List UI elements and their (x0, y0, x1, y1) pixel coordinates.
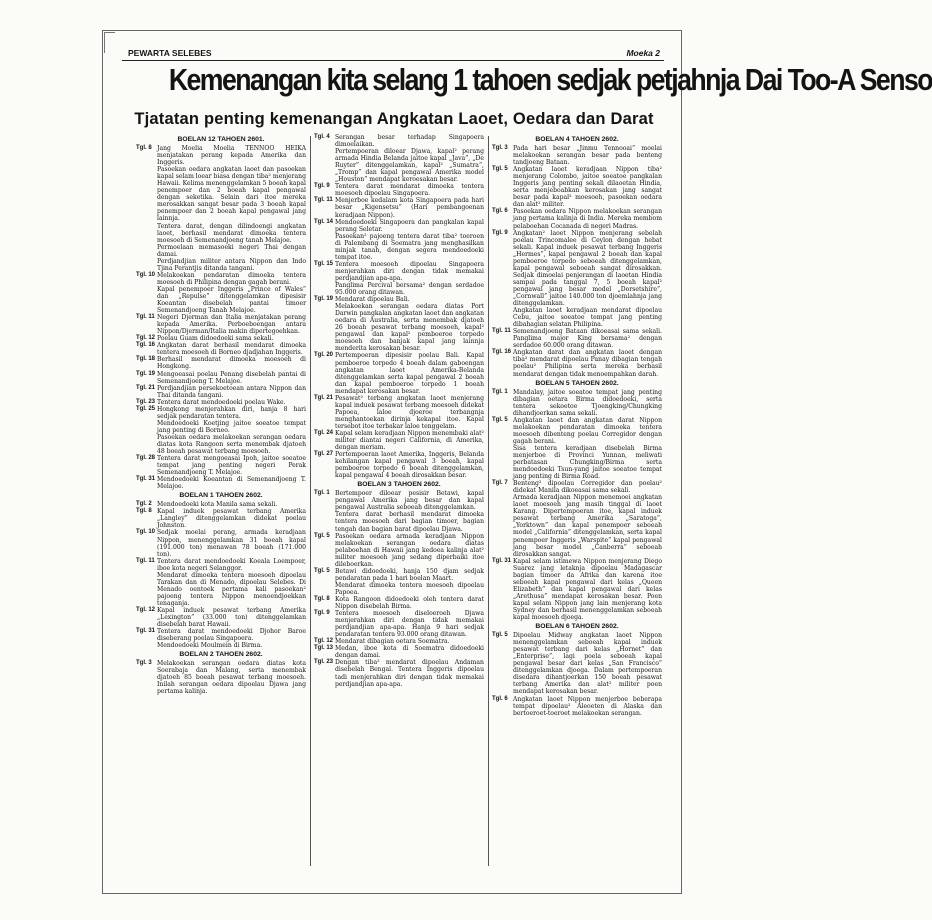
chronology-entry (136, 476, 306, 490)
entry-text: Mendoedoeki Moulmein di Birma. (157, 642, 263, 650)
entry-text: Tentera darat berhasil mendarat dimoeka tentera moesoeh dari bagian timoer, bagian tengah dan bagian barat dipoelau Djawa. (335, 511, 484, 533)
chronology-entry (492, 166, 662, 208)
entry-date: Tgl. 11 (136, 557, 155, 564)
entry-text: Medan, iboe kota di Soematra didoedoeki dengan damai. (335, 645, 484, 660)
entry-text: Tentera moesoeh diseloeroeh Djawa menjerahkan diri dengan tidak memakai perdjandjian apa-apa. Hanja 9 hari sedjak pendaratan tentera 93.000 orang ditawan. (335, 610, 484, 639)
entry-text: Semenandjoeng Bataan dikoeasai sama sekali. Panglima major King bersama² dengan serdadoe 60.000 orang ditawan. (513, 328, 662, 350)
entry-date: Tgl. 9 (492, 229, 508, 236)
entry-date: Tgl. 6 (492, 695, 508, 702)
entry-text: Perdjandjian persekoetoean antara Nippon dan Thai ditanda tangani. (157, 384, 306, 399)
entry-date: Tgl. 5 (314, 532, 330, 539)
entry-text: Mendoedoeki Koeantan di Semenandjoeng T. Melajoe. (157, 476, 306, 491)
entry-text: Kapal selam istimewa Nippon menjerang Diego Suarez jang letaknja dipoelau Madagascar bagian timoer da Afrika dan karena itoe seboeah kapal pengawal dari kelas „Queen Elizabeth” dan kapal pengawal dari kelas „Arethusa” mendapat kerosakan besar. Poen kapal selam Nippon jang lain menjerang kota Sydney dan berhasil menenggelamkan seboeah kapal moesoeh djoega. (513, 557, 662, 622)
section-heading: BOELAN 5 TAHOEN 2602. (535, 379, 619, 387)
chronology-entry (492, 494, 662, 557)
entry-text: Kapal induek pesawat terbang Amerika „Lexington” (33.000 ton) ditenggelamkan disebelah barat Hawaii. (157, 607, 306, 629)
section-heading: BOELAN 4 TAHOEN 2602. (535, 136, 619, 143)
entry-date: Tgl. 31 (136, 628, 156, 635)
chronology-entry (136, 244, 306, 258)
entry-text: Kapal selam keradjaan Nippon menembaki alat² militer diantai negeri California, di Amerika, dengan meriam. (335, 429, 484, 452)
entry-date: Tgl. 12 (136, 335, 156, 342)
chronology-entry (314, 430, 484, 451)
entry-text: Mengoeasai poelau Penang disebelah pantai di Semenandjoeng T. Melajoe. (157, 370, 306, 385)
entry-date: Tgl. 9 (314, 610, 330, 617)
entry-date: Tgl. 15 (314, 260, 334, 267)
chronology-entry (314, 610, 484, 638)
entry-text: Kapal penempoer Inggeris „Prince of Wales” dan „Repulse” ditenggelamkan dipesisir Koeantan disebelah pantai timoer Semenandjoeng Tanah Melajoe. (157, 285, 306, 315)
entry-text: Dengan tiba² mendarat dipoelau Andaman disebelah Bengal. Tentera Inggeris dipoelau tadi menjerahkan diri dengan tidak memakai perdjandjian apa-apa. (335, 659, 484, 688)
entry-text: Pertempoeran laoet Amerika, Inggeris, Belanda kehilangan kapal pengawal 3 boeah, kapal pemboeroe torpedo 6 boeah ditenggelamkan, kapal pengawal 4 boeah dirosakkan besar. (335, 451, 484, 480)
entry-text: Angkatan laoet Nippon menjerboe beberapa tempat dipoelau² Aleoeten di Alaska dan bertoeroet-toeroet melakoekan serangan. (513, 695, 662, 717)
entry-text: Melakoekan pendaratan dimoeka tentera moesoeh di Philipina dengan gagah berani. (157, 271, 306, 286)
entry-text: Mendarat dimoeka tentera moesoeh dipoelau Papoea. (335, 581, 484, 596)
section-heading: BOELAN 3 TAHOEN 2602. (357, 481, 441, 489)
entry-date: Tgl. 27 (314, 451, 334, 458)
entry-text: Melakoekan serangan oedara diatas kota Soerabaja dan Malang, serta menembak djatoeh 85 boeah pesawat terbang moesoeh. Inilah serangan oedara dipoelau Djawa jang pertama kalinja. (157, 660, 306, 696)
chronology-entry (136, 356, 306, 370)
column-2 (314, 134, 484, 872)
entry-text: Menjerboe kedalam kota Singapoera pada hari besar „Kigensetsu” (Hari pembangoenan keradjaan Nippon). (335, 197, 484, 219)
entry-text: Angkatan darat dan angkatan laoet dengan tiba² mendarat dipoelau Panay dibagian tengah poelau² Philipina serta mereka berhasil mendarat dengan tidak menoempahkan darah. (513, 349, 662, 378)
running-header (122, 46, 664, 61)
chronology-entry (492, 445, 662, 480)
entry-text: Melakoekan serangan oedara diatas Port Darwin pangkalan angkatan laoet dan angkatan oedara di Australia, serta menembak djatoeh 26 boeah pesawat terbang moesoeh, kapal² pengawal dan kapal² pemboeroe torpedo moesoeh dan banjak kapal jang lainnja menderita kerosakan besar. (335, 303, 484, 353)
entry-text: Pasoekan oedara Nippon melakoekan serangan jang pertama kalinja di India. Mereka membom pelaboehan Cocanada di negeri Madras. (513, 208, 662, 230)
paper-name: PEWARTA SELEBES (128, 48, 212, 58)
entry-date: Tgl. 5 (492, 632, 508, 639)
chronology-entry (492, 632, 662, 695)
chronology-entry (136, 529, 306, 557)
chronology-entry (492, 230, 662, 308)
headline: Kemenangan kita selang 1 tahoen sedjak petjahnja Dai Too-A Senso (168, 62, 932, 97)
entry-text: Tentera darat, dengan dilindoengi angkatan laoet, berhasil mendarat dimoeka tentera moesoeh di Semenandjoeng tanah Melajoe. (157, 222, 306, 244)
chronology-entry (314, 451, 484, 479)
entry-text: Angkatan darat berhasil mendarat dimoeka tentera moesoeh di Borneo djadjahan Inggeris. (157, 342, 306, 357)
entry-date: Tgl. 24 (314, 429, 334, 436)
entry-text: Pertempoeran diloear Djawa, kapal² perang armada Hindia Belanda jaitoe kapal „Java”, „De Ruyter” ditenggelamkan, kapal² „Sumatra”, „Tromp” dan kapal pengawal Amerika model „Houston” mendapat keroesakan besar. (335, 148, 484, 184)
newspaper-page (112, 44, 932, 880)
chronology-entry (136, 314, 306, 335)
chronology-entry (136, 342, 306, 356)
subheadline: Tjatatan penting kemenangan Angkatan Laoet, Oedara dan Darat (134, 110, 654, 128)
chronology-entry (314, 659, 484, 687)
column-rule (488, 136, 489, 866)
entry-text: Perdjandjian militer antara Nippon dan Indo Tjina Perantjis ditanda tangani. (157, 257, 306, 272)
entry-text: Mendarat dimoeka tentera moesoeh dipoelau Tarakan dan di Menado, dipoelau Selebes. Di Menado oentoek pertama kali pasoekan² pajoeng tentera Nippon menoendjoekkan tenaganja. (157, 571, 306, 607)
chronology-entry (136, 642, 306, 649)
entry-date: Tgl. 16 (492, 349, 512, 356)
entry-date: Tgl. 5 (492, 416, 508, 423)
entry-text: Mendoedoeki kota Manila sama sekali. (157, 501, 278, 509)
chronology-entry (314, 296, 484, 303)
chronology-entry (136, 420, 306, 434)
chronology-entry (314, 582, 484, 596)
entry-date: Tgl. 1 (492, 388, 508, 395)
chronology-entry (136, 223, 306, 244)
entry-text: Tentera moesoeh dipoelau Singapoera menjerahkan diri dengan tidak memakai perdjandjian apa-apa. (335, 260, 484, 282)
chronology-entry (136, 166, 306, 222)
chronology-entry (136, 258, 306, 272)
chronology-entry (136, 399, 306, 406)
entry-date: Tgl. 7 (492, 480, 508, 487)
entry-date: Tgl. 1 (314, 490, 330, 497)
entry-text: Pasoekan oedara armada keradjaan Nippon melakoekan serangan oedara diatas pelaboehan di Hawaii jang kedoea kalinja alat² militer moesoeh jang sedang diperbaiki itoe dileboerkan. (335, 532, 484, 568)
entry-text: Panglima Percival bersama² dengan serdadoe 95.000 orang ditawan. (335, 281, 484, 297)
entry-date: Tgl. 10 (136, 529, 156, 536)
entry-text: Angkatan laoet keradjaan mendarat dipoelau Cebu, jaitoe soeatoe tempat jang penting dibahagian selatan Philipina. (513, 307, 662, 329)
chronology-entry (136, 508, 306, 529)
entry-text: Mendarat dibagian oetara Soematra. (335, 638, 450, 646)
entry-date: Tgl. 11 (492, 328, 511, 335)
chronology-entry (314, 638, 484, 645)
section-heading: BOELAN 6 TAHOEN 2602. (535, 623, 619, 631)
entry-text: Tentera darat mendoedoeki poelau Wake. (157, 398, 286, 406)
entry-date: Tgl. 3 (492, 145, 508, 151)
chronology-entry (492, 208, 662, 229)
chronology-entry (492, 349, 662, 377)
chronology-entry (136, 628, 306, 642)
entry-date: Tgl. 19 (136, 370, 156, 377)
chronology-entry (136, 272, 306, 286)
chronology-entry (136, 434, 306, 455)
entry-date: Tgl. 8 (136, 508, 152, 515)
chronology-entry (314, 395, 484, 430)
entry-date: Tgl. 14 (314, 218, 334, 225)
chronology-entry (314, 511, 484, 532)
chronology-entry (136, 286, 306, 314)
entry-text: Pasoekan² pajoeng tentera darat tiba² toeroen di Palembang di Soematra jang menghasilkan minjak tanah, dengan segera mendoedoeki tempat itoe. (335, 232, 484, 261)
entry-text: Jang Moelia Moelia TENNOO HEIKA menjatakan perang kepada Amerika dan Inggeris. (157, 145, 306, 167)
chronology-entry (492, 417, 662, 445)
entry-date: Tgl. 21 (314, 394, 334, 401)
entry-date: Tgl. 28 (136, 455, 156, 462)
chronology-entry (314, 261, 484, 282)
chronology-entry (314, 183, 484, 197)
chronology-entry (136, 335, 306, 342)
column-1 (136, 134, 306, 872)
entry-date: Tgl. 5 (314, 567, 330, 574)
entry-text: Serangan besar terhadap Singapoera dimoelaikan. (335, 134, 484, 149)
entry-date: Tgl. 23 (314, 659, 334, 666)
entry-date: Tgl. 31 (136, 476, 156, 483)
entry-date: Tgl. 18 (136, 356, 156, 363)
entry-text: Mendarat dipoelau Bali. (335, 296, 410, 304)
entry-date: Tgl. 9 (314, 183, 330, 190)
chronology-entry (492, 328, 662, 349)
entry-text: Negeri Djerman dan Italia menjatakan perang kepada Amerika. Perboeboengan antara Nippon/Djerman/Italia makin dipertegoehkan. (157, 314, 306, 336)
chronology-entry (314, 233, 484, 261)
chronology-entry (492, 480, 662, 494)
section-heading: BOELAN 12 TAHOEN 2601. (177, 136, 265, 143)
entry-text: Kota Rangoon didoedoeki oleh tentera darat Nippon disebelah Birma. (335, 596, 484, 611)
entry-date: Tgl. 13 (314, 645, 334, 652)
entry-date: Tgl. 12 (136, 607, 156, 613)
entry-text: Pesawat² terbang angkatan laoet menjerang kapal induek pesawat terbang moesoeh didekat Papoea, laloe djoeroe terbangnja menghantoekan dirinja kekapal itoe. Kapal tersebot itoe terbakar laloe tenggelam. (335, 394, 484, 430)
chronology-entry (314, 490, 484, 511)
entry-text: Permoelaan memasoeki negeri Thai dengan damai. (157, 243, 306, 258)
section-heading: BOELAN 2 TAHOEN 2602. (179, 651, 263, 659)
entry-text: Pada hari besar „Jinmu Tennooai” moelai melakoekan serangan besar pada benteng tandjoeng Bataan. (513, 145, 662, 167)
chronology-entry (492, 558, 662, 621)
page-number: Moeka 2 (626, 48, 660, 58)
entry-text: Pertempoeran dipesisir poelau Bali. Kapal pemboeroe torpedo 4 boeah dalam gaboengan angkatan laoet Amerika-Belanda ditenggelamkan serta kapal pengawal 2 boeah dan kapal pemboeroe torpedo 1 boeah mendapat kerosakan besar. (335, 352, 484, 395)
chronology-entry (136, 572, 306, 607)
entry-text: Angkatan laoet keradjaan Nippon tiba² menjerang Colombo, jaitoe soeatoe pangkalan Inggeris jang penting sekali dilaoetan Hindia, serta menjeboabkan kerosakan jang sangat besar pada kapal² moesoeh, pasoekan oedara dan alat² militer. (513, 166, 662, 209)
entry-date: Tgl. 8 (314, 596, 330, 602)
chronology-entry (314, 533, 484, 568)
entry-date: Tgl. 11 (136, 314, 155, 321)
chronology-entry (314, 596, 484, 610)
chronology-entry (136, 501, 306, 508)
section-heading: BOELAN 1 TAHOEN 2602. (179, 492, 263, 500)
chronology-entry (136, 406, 306, 420)
chronology-entry (314, 352, 484, 394)
entry-text: Dipoelau Midway angkatan laoet Nippon menenggelamkan seboeah kapal induek pesawat terbang dari kelas „Hornet” dan „Enterprise”, lagi poela seboeah kapal pengawal besar dari kelas „San Francisco” ditenggelamkan djoega. Dalam pertempoeran disedara dihantjoerkan 150 boeah pesawat terbang Amerika dan alat² militer poen mendapat kerosakan besar. (513, 632, 662, 696)
chronology-entry (136, 558, 306, 572)
entry-text: Pasoekan oedara melakoekan serangan oedara diatas kota Rangoon serta menembak djatoeh 48 boeah pesawat terbang moesoeh. (157, 433, 306, 456)
chronology-entry (492, 389, 662, 417)
entry-text: Mandalay, jaitoe soeatoe tempat jang penting dibagian oetara Birma didoedoeki, serta tentera sekoetoe Tjoengking/Chungking dihandjoerkan sama sekali. (513, 388, 662, 417)
chronology-entry (314, 303, 484, 352)
entry-text: Bertempoer diloear pesisir Betawi, kapal pengawal Amerika jang besar dan kapal pengawal Australia seboeah ditenggelamkan. (335, 490, 484, 512)
chronology-entry (492, 145, 662, 166)
entry-text: Betawi didoedoeki, hanja 150 djam sedjak pendaratan pada 1 hari boelan Maart. (335, 567, 484, 582)
entry-text: Kapal induek pesawat terbang Amerika „Langley” ditenggelamkan didekat poelau Johnston. (157, 508, 306, 530)
chronology-entry (136, 455, 306, 476)
entry-text: Tentera darat mengoeasai Ipoh, jaitoe soeatoe tempat jang penting negeri Perak Semenandjoeng T. Melajoe. (157, 455, 306, 477)
chronology-entry (314, 148, 484, 183)
entry-date: Tgl. 11 (314, 197, 333, 204)
chronology-entry (136, 660, 306, 695)
chronology-entry (314, 134, 484, 148)
entry-text: Hongkong menjerahkan diri, hanja 8 hari sedjak pendaratan tentera. (157, 405, 306, 420)
column-3 (492, 134, 662, 872)
entry-text: Berhasil mendarat dimoeka moesoeh di Hongkong. (157, 356, 306, 371)
entry-date: Tgl. 16 (136, 342, 156, 349)
chronology-entry (492, 696, 662, 717)
entry-text: Tentera darat mendoedoeki Djohor Baroe diseberang poelau Singapoera. (157, 628, 306, 643)
entry-text: Sedjak moelai perang, armada keradjaan Nippon, menenggelamkan 31 boeah kapal (191.000 ton) menawan 78 boeah (171.000 ton). (157, 529, 306, 558)
chronology-entry (314, 219, 484, 233)
entry-date: Tgl. 25 (136, 405, 156, 412)
entry-text: Pasoekan oedara angkatan laoet dan pasoekan kapal selam loear biasa dengan tiba² menjerang Hawaii. Kelima menenggelamkan 5 boeah kapal penempoer dan 2 boeah kapal pengawal dengan seketika. Selain dari itoe mereka merosakkan sangat besar pada 3 boeah kapal penempoer dan 2 boeah kapal pengawal jang lainnja. (157, 166, 306, 223)
entry-date: Tgl. 4 (314, 134, 330, 140)
chronology-entry (314, 568, 484, 582)
entry-text: Armada keradjaan Nippon menemoei angkatan laoet moesoeh jang masih tinggal di laoet Karang. Dipertempoeran itoe, kapal induek pesawat terbang Amerika „Saratoga”, „Yorktown” dan kapal penempoer seboeah model „California” ditenggelamkan, serta kapal penempoer Inggeris „Warspite” kapal pengawal jang besar model „Canberra” seboeah dirosakkan sangat. (513, 494, 662, 558)
entry-date: Tgl. 8 (136, 145, 152, 151)
entry-text: Angkatan² laoet Nippon menjerang sebelah poelau Trincomalee di Ceylon dengan hebat sekali. Kapal induek pesawat terbang Inggeris „Hermes”, kapal pengawal 2 boeah dan kapal pemboeroe torpedo seboeah ditenggelamkan, kapal pengawal seboeah sangat dirosakkan. Sedjak dimoelai penjerangan di laoetan Hindia sampai pada tanggal 7, 5 boeah kapal² pengawal jang besar model „Dorsetshire”, „Cornwall” jaitoe 140.000 ton djoemlahnja jang ditenggelamkan. (513, 229, 662, 308)
entry-date: Tgl. 23 (136, 398, 156, 405)
entry-date: Tgl. 6 (492, 208, 508, 215)
column-rule (310, 136, 311, 866)
chronology-entry (136, 145, 306, 166)
entry-date: Tgl. 20 (314, 352, 334, 359)
entry-date: Tgl. 19 (314, 296, 334, 303)
entry-date: Tgl. 5 (492, 166, 508, 173)
entry-text: Mendoedoeki Koetjing jaitoe soeatoe tempat jang penting di Borneo. (157, 419, 306, 434)
entry-date: Tgl. 2 (136, 501, 152, 508)
entry-date: Tgl. 31 (492, 557, 512, 564)
chronology-entry (314, 282, 484, 296)
entry-text: Tentera darat mendarat dimoeka tentera moesoeh dipoelau Singapoera. (335, 183, 484, 198)
entry-text: Benteng² dipoelau Corregidor dan poelau² didekat Manila dikoeasai sama sekali. (513, 480, 662, 495)
chronology-entry (136, 385, 306, 399)
chronology-entry (492, 307, 662, 328)
entry-date: Tgl. 12 (314, 638, 334, 645)
entry-date: Tgl. 3 (136, 660, 152, 667)
entry-text: Sisa tentera keradjaan disebelah Birma menjerboe di Provinci Yunnan, meliwati perbatasan Chungking/Birma serta mendoedoeki Tsun-yang jaitoe soeatoe tempat jang penting di Birma Road. (513, 444, 662, 481)
article-columns (136, 134, 666, 874)
entry-text: Mendoedoeki Singapoera dan pangkalan kapal perang Seletar. (335, 218, 484, 233)
chronology-entry (314, 645, 484, 659)
entry-date: Tgl. 21 (136, 384, 156, 391)
chronology-entry (314, 197, 484, 218)
entry-text: Angkatan laoet dan angkatan darat Nippon melakoekan pendaratan dimoeka tentera moesoeh dibenteng poelau Corregidor dengan gagah berani. (513, 416, 662, 445)
chronology-entry (136, 607, 306, 628)
entry-text: Poelau Guam didoedoeki sama sekali. (157, 335, 274, 343)
entry-text: Tentera darat mendoedoeki Koeala Loempoer, iboe kota negeri Selanggor. (157, 557, 306, 572)
entry-date: Tgl. 10 (136, 271, 156, 278)
chronology-entry (136, 371, 306, 385)
